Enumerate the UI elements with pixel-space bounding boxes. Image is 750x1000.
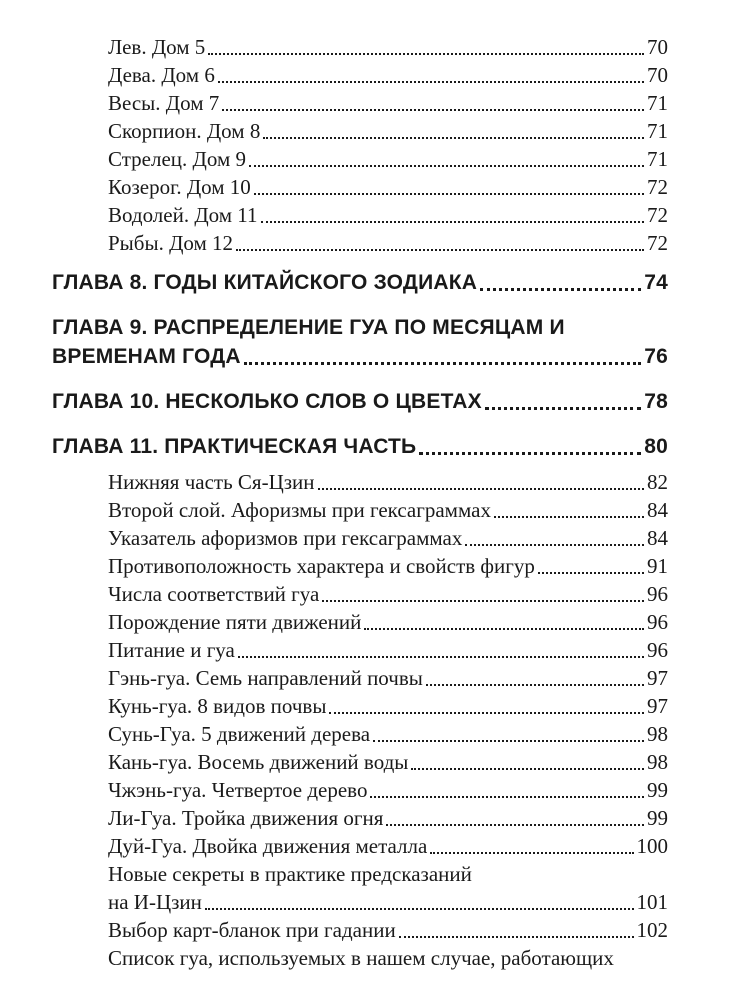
- dot-leader: [244, 362, 641, 365]
- dot-leader: [254, 193, 644, 195]
- dot-leader: [222, 109, 644, 111]
- dot-leader: [399, 936, 634, 938]
- toc-entry[interactable]: [108, 524, 668, 552]
- toc-entry-title: Противоположность характера и свойств фигур: [108, 554, 535, 578]
- toc-entry-page: 70: [647, 35, 668, 59]
- toc-entry[interactable]: [108, 580, 668, 608]
- toc-entry-title: Дева. Дом 6: [108, 63, 215, 87]
- dot-leader: [370, 796, 644, 798]
- toc-entry-page: 84: [647, 498, 668, 522]
- toc-entry[interactable]: [108, 61, 668, 89]
- toc-chapter-page: 76: [644, 345, 668, 368]
- toc-chapter[interactable]: [52, 342, 668, 372]
- toc-entry-title: Гэнь-гуа. Семь направлений почвы: [108, 666, 423, 690]
- toc-entry-page: 102: [636, 918, 668, 942]
- toc-entry[interactable]: [108, 229, 668, 257]
- toc-entry-title: Выбор карт-бланок при гадании: [108, 918, 396, 942]
- toc-entry[interactable]: [108, 776, 668, 804]
- dot-leader: [494, 516, 644, 518]
- toc-entry[interactable]: [108, 692, 668, 720]
- toc-entry[interactable]: [108, 636, 668, 664]
- toc-entry-page: 98: [647, 722, 668, 746]
- toc-entry-page: 97: [647, 666, 668, 690]
- toc-chapter-line[interactable]: ГЛАВА 9. РАСПРЕДЕЛЕНИЕ ГУА ПО МЕСЯЦАМ И: [52, 316, 565, 339]
- toc-entry-page: 71: [647, 119, 668, 143]
- toc-entry[interactable]: [108, 888, 668, 916]
- dot-leader: [249, 165, 644, 167]
- toc-entry-title: Порождение пяти движений: [108, 610, 362, 634]
- toc-entry-page: 72: [647, 175, 668, 199]
- toc-entry-title: Дуй-Гуа. Двойка движения металла: [108, 834, 428, 858]
- dot-leader: [411, 768, 644, 770]
- dot-leader: [538, 572, 644, 574]
- toc-entry[interactable]: [108, 496, 668, 524]
- toc-chapter[interactable]: [52, 268, 668, 298]
- toc-entry[interactable]: [108, 145, 668, 173]
- dot-leader: [426, 684, 644, 686]
- dot-leader: [419, 452, 641, 455]
- toc-entry-title: Указатель афоризмов при гексаграммах: [108, 526, 463, 550]
- toc-chapter[interactable]: [52, 432, 668, 462]
- toc-entry[interactable]: [108, 608, 668, 636]
- toc-entry-page: 99: [647, 778, 668, 802]
- toc-chapter-title: ГЛАВА 11. ПРАКТИЧЕСКАЯ ЧАСТЬ: [52, 435, 417, 458]
- dot-leader: [329, 712, 644, 714]
- dot-leader: [238, 656, 644, 658]
- toc-entry[interactable]: [108, 33, 668, 61]
- dot-leader: [386, 824, 644, 826]
- toc-entry-page: 71: [647, 147, 668, 171]
- dot-leader: [322, 600, 644, 602]
- toc-entry-title: Водолей. Дом 11: [108, 203, 258, 227]
- toc-entry-title: Питание и гуа: [108, 638, 235, 662]
- toc-chapter-page: 74: [644, 271, 668, 294]
- dot-leader: [373, 740, 644, 742]
- toc-entry-title: Кунь-гуа. 8 видов почвы: [108, 694, 327, 718]
- dot-leader: [205, 908, 634, 910]
- toc-chapter-title: ГЛАВА 8. ГОДЫ КИТАЙСКОГО ЗОДИАКА: [52, 271, 478, 294]
- dot-leader: [364, 628, 644, 630]
- toc-entry-page: 71: [647, 91, 668, 115]
- toc-entry-page: 98: [647, 750, 668, 774]
- toc-entry[interactable]: [108, 748, 668, 776]
- toc-entry-page: 96: [647, 610, 668, 634]
- toc-entry-page: 82: [647, 470, 668, 494]
- dot-leader: [218, 81, 644, 83]
- toc-entry-title: Кань-гуа. Восемь движений воды: [108, 750, 409, 774]
- toc-entry-page: 99: [647, 806, 668, 830]
- toc-entry-page: 70: [647, 63, 668, 87]
- toc-entry[interactable]: [108, 173, 668, 201]
- dot-leader: [465, 544, 644, 546]
- toc-entry-title: Скорпион. Дом 8: [108, 119, 261, 143]
- dot-leader: [261, 221, 644, 223]
- toc-entry[interactable]: [108, 552, 668, 580]
- toc-chapter-title: ГЛАВА 10. НЕСКОЛЬКО СЛОВ О ЦВЕТАХ: [52, 390, 482, 413]
- toc-entry-title: Стрелец. Дом 9: [108, 147, 246, 171]
- dot-leader: [318, 488, 644, 490]
- toc-entry-page: 100: [636, 834, 668, 858]
- toc-entry[interactable]: [108, 117, 668, 145]
- toc-entry-title: Рыбы. Дом 12: [108, 231, 234, 255]
- toc-entry-page: 91: [647, 554, 668, 578]
- toc-chapter-page: 78: [644, 390, 668, 413]
- toc-entry[interactable]: [108, 468, 668, 496]
- toc-chapter-title: ВРЕМЕНАМ ГОДА: [52, 345, 241, 368]
- toc-entry-page: 96: [647, 582, 668, 606]
- dot-leader: [430, 852, 633, 854]
- toc-entry-title: Числа соответствий гуа: [108, 582, 320, 606]
- toc-entry[interactable]: [108, 916, 668, 944]
- toc-chapter[interactable]: [52, 387, 668, 417]
- toc-chapter-page: 80: [644, 435, 668, 458]
- toc-entry-page: 72: [647, 203, 668, 227]
- dot-leader: [485, 407, 641, 410]
- toc-entry[interactable]: [108, 804, 668, 832]
- toc-entry-page: 97: [647, 694, 668, 718]
- toc-entry-page: 72: [647, 231, 668, 255]
- toc-entry[interactable]: [108, 832, 668, 860]
- toc-entry-line[interactable]: Список гуа, используемых в нашем случае, работающих: [108, 946, 614, 970]
- toc-entry-title: Козерог. Дом 10: [108, 175, 251, 199]
- toc-entry-line[interactable]: Новые секреты в практике предсказаний: [108, 862, 472, 886]
- toc-entry-title: на И-Цзин: [108, 890, 202, 914]
- toc-entry-title: Ли-Гуа. Тройка движения огня: [108, 806, 384, 830]
- toc-entry-title: Сунь-Гуа. 5 движений дерева: [108, 722, 371, 746]
- toc-entry-page: 96: [647, 638, 668, 662]
- toc-entry[interactable]: [108, 201, 668, 229]
- dot-leader: [480, 288, 641, 291]
- toc-entry-title: Чжэнь-гуа. Четвертое дерево: [108, 778, 368, 802]
- toc-entry-page: 101: [636, 890, 668, 914]
- toc-entry-title: Лев. Дом 5: [108, 35, 206, 59]
- toc-entry[interactable]: [108, 664, 668, 692]
- toc-entry[interactable]: [108, 89, 668, 117]
- toc-entry-title: Второй слой. Афоризмы при гексаграммах: [108, 498, 491, 522]
- toc-entry[interactable]: [108, 720, 668, 748]
- dot-leader: [236, 249, 644, 251]
- toc-entry-page: 84: [647, 526, 668, 550]
- dot-leader: [208, 53, 644, 55]
- toc-entry-title: Нижняя часть Ся-Цзин: [108, 470, 315, 494]
- toc-entry-title: Весы. Дом 7: [108, 91, 220, 115]
- dot-leader: [263, 137, 644, 139]
